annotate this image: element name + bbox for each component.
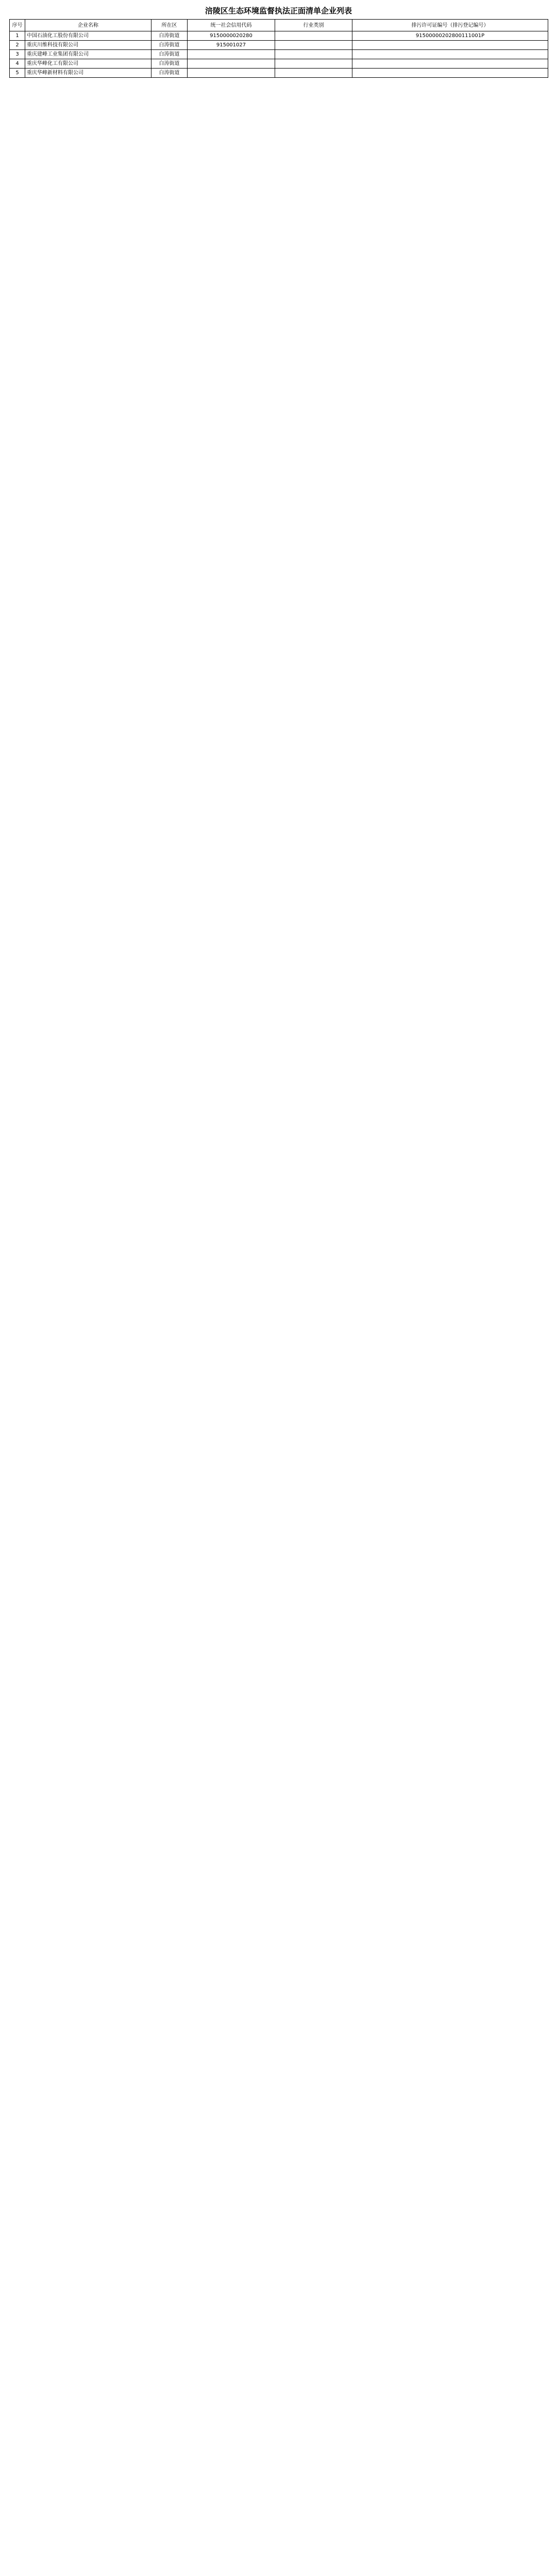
table-row: [10, 59, 548, 69]
cell-district: 白涛街道: [151, 31, 188, 41]
header-index: 序号: [10, 20, 25, 31]
header-company: 企业名称: [25, 20, 151, 31]
table-row: [10, 31, 548, 41]
cell-industry: [275, 59, 352, 69]
table-row: [10, 50, 548, 59]
header-permit: 排污许可证编号（排污登记编号）: [352, 20, 548, 31]
page-title: 涪陵区生态环境监督执法正面清单企业列表: [205, 6, 352, 15]
cell-industry: [275, 41, 352, 50]
table-row: [10, 41, 548, 50]
cell-index: 1: [10, 31, 25, 41]
cell-permit: [352, 41, 548, 50]
table-row: [10, 69, 548, 78]
cell-company: 重庆建峰工业集团有限公司: [25, 50, 151, 59]
cell-district: 白涛街道: [151, 69, 188, 78]
document: [9, 0, 548, 88]
cell-credit-code: [188, 59, 275, 69]
cell-index: 5: [10, 69, 25, 78]
cell-credit-code: 915001027: [188, 41, 275, 50]
cell-district: 白涛街道: [151, 50, 188, 59]
cell-credit-code: 9150000020280: [188, 31, 275, 41]
cell-company: 重庆川维科技有限公司: [25, 41, 151, 50]
cell-company: 重庆华峰化工有限公司: [25, 59, 151, 69]
header-district: 所在区: [151, 20, 188, 31]
cell-industry: [275, 69, 352, 78]
cell-index: 3: [10, 50, 25, 59]
cell-credit-code: [188, 50, 275, 59]
cell-permit: 91500000202800111001P: [352, 31, 548, 41]
header-industry: 行业类别: [275, 20, 352, 31]
cell-district: 白涛街道: [151, 59, 188, 69]
table-body: [10, 31, 548, 78]
cell-permit: [352, 69, 548, 78]
cell-company: 重庆华峰新材料有限公司: [25, 69, 151, 78]
cell-industry: [275, 50, 352, 59]
cell-industry: [275, 31, 352, 41]
cell-permit: [352, 59, 548, 69]
enterprise-table: [9, 19, 548, 78]
cell-company: 中国石油化工股份有限公司: [25, 31, 151, 41]
cell-credit-code: [188, 69, 275, 78]
cell-index: 4: [10, 59, 25, 69]
cell-permit: [352, 50, 548, 59]
cell-index: 2: [10, 41, 25, 50]
table-header-row: [10, 20, 548, 31]
cell-district: 白涛街道: [151, 41, 188, 50]
header-credit-code: 统一社会信用代码: [188, 20, 275, 31]
